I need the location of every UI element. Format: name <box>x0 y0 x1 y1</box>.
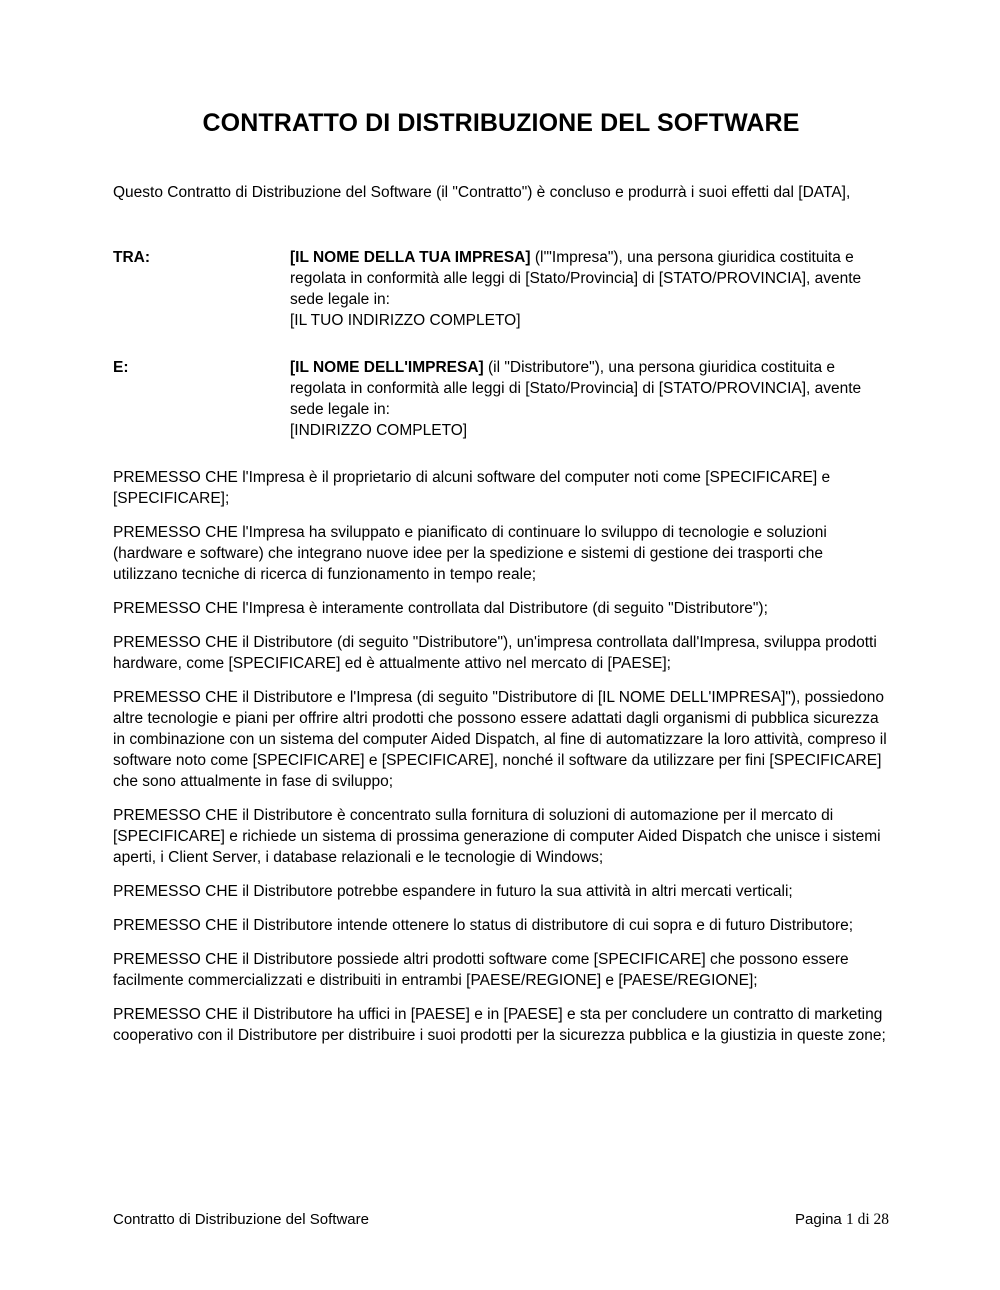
footer-page-label: Pagina <box>795 1211 842 1228</box>
recital-paragraph: PREMESSO CHE il Distributore possiede altri prodotti software come [SPECIFICARE] che possono essere facilmente commercializzati e distribuiti in entrambi [PAESE/REGIONE] e [PAESE/REGIONE]; <box>113 951 849 989</box>
party-address-tra: [IL TUO INDIRIZZO COMPLETO] <box>290 312 521 329</box>
party-description-tra <box>290 247 889 310</box>
party-detail-e: (il "Distributore"), una persona giuridica costituita e regolata in conformità alle leggi di [Stato/Provincia] di [STATO/PROVINCIA], avente sede legale in: <box>290 359 862 418</box>
party-block-tra <box>113 247 889 331</box>
page-footer <box>113 1210 889 1230</box>
recitals-section <box>113 467 889 1046</box>
recital-paragraph: PREMESSO CHE il Distributore e l'Impresa (di seguito "Distributore di [IL NOME DELL'IMPRESA]"), possiedono altre tecnologie e piani per offrire altri prodotti che possono essere adattati dagli organismi di pubblica sicurezza in combinazione con un sistema del computer Aided Dispatch, al fine di automatizzare la loro attività, compreso il software noto come [SPECIFICARE] e [SPECIFICARE], nonché il software da utilizzare per fini [SPECIFICARE] che sono attualmente in fase di sviluppo; <box>113 689 887 790</box>
party-block-e <box>113 357 889 441</box>
party-body-e <box>290 357 889 441</box>
recital-paragraph: PREMESSO CHE il Distributore (di seguito "Distributore"), un'impresa controllata dall'Impresa, sviluppa prodotti hardware, come [SPECIFICARE] ed è attualmente attivo nel mercato di [PAESE]; <box>113 634 877 672</box>
recital-paragraph: PREMESSO CHE il Distributore ha uffici in [PAESE] e in [PAESE] e sta per concludere un contratto di marketing cooperativo con il Distributore per distribuire i suoi prodotti per la sicurezza pubblica e la giustizia in queste zone; <box>113 1006 886 1044</box>
party-label-tra: TRA: <box>113 249 151 266</box>
recital-paragraph: PREMESSO CHE l'Impresa ha sviluppato e pianificato di continuare lo sviluppo di tecnologie e soluzioni (hardware e software) che integrano nuove idee per la spedizione e sistemi di gestione dei trasporti che utilizzano tecniche di ricerca di funzionamento in tempo reale; <box>113 524 827 583</box>
party-label-e: E: <box>113 359 129 376</box>
party-detail-tra: (l'"Impresa"), una persona giuridica costituita e regolata in conformità alle leggi di [Stato/Provincia] di [STATO/PROVINCIA], avente sede legale in: <box>290 249 862 308</box>
party-address-e: [INDIRIZZO COMPLETO] <box>290 422 468 439</box>
party-name-tra: [IL NOME DELLA TUA IMPRESA] <box>290 249 531 266</box>
footer-document-name: Contratto di Distribuzione del Software <box>113 1211 369 1228</box>
page-title: CONTRATTO DI DISTRIBUZIONE DEL SOFTWARE <box>202 109 800 137</box>
recital-paragraph: PREMESSO CHE il Distributore intende ottenere lo status di distributore di cui sopra e di futuro Distributore; <box>113 917 854 934</box>
recital-paragraph: PREMESSO CHE il Distributore potrebbe espandere in futuro la sua attività in altri mercati verticali; <box>113 883 793 900</box>
intro-paragraph: Questo Contratto di Distribuzione del Software (il "Contratto") è concluso e produrrà i suoi effetti dal [DATA], <box>113 184 851 201</box>
party-body-tra <box>290 247 889 331</box>
recital-paragraph: PREMESSO CHE l'Impresa è il proprietario di alcuni software del computer noti come [SPECIFICARE] e [SPECIFICARE]; <box>113 469 831 507</box>
party-name-e: [IL NOME DELL'IMPRESA] <box>290 359 484 376</box>
recital-paragraph: PREMESSO CHE il Distributore è concentrato sulla fornitura di soluzioni di automazione per il mercato di [SPECIFICARE] e richiede un sistema di prossima generazione di computer Aided Dispatch che unisce i sistemi aperti, i Client Server, i database relazionali e le tecnologie di Windows; <box>113 807 881 866</box>
footer-page-number <box>795 1210 889 1230</box>
party-description-e <box>290 357 889 420</box>
footer-page-field: 1 di 28 <box>845 1211 889 1228</box>
document-body <box>113 108 889 1059</box>
recital-paragraph: PREMESSO CHE l'Impresa è interamente controllata dal Distributore (di seguito "Distributore"); <box>113 600 768 617</box>
